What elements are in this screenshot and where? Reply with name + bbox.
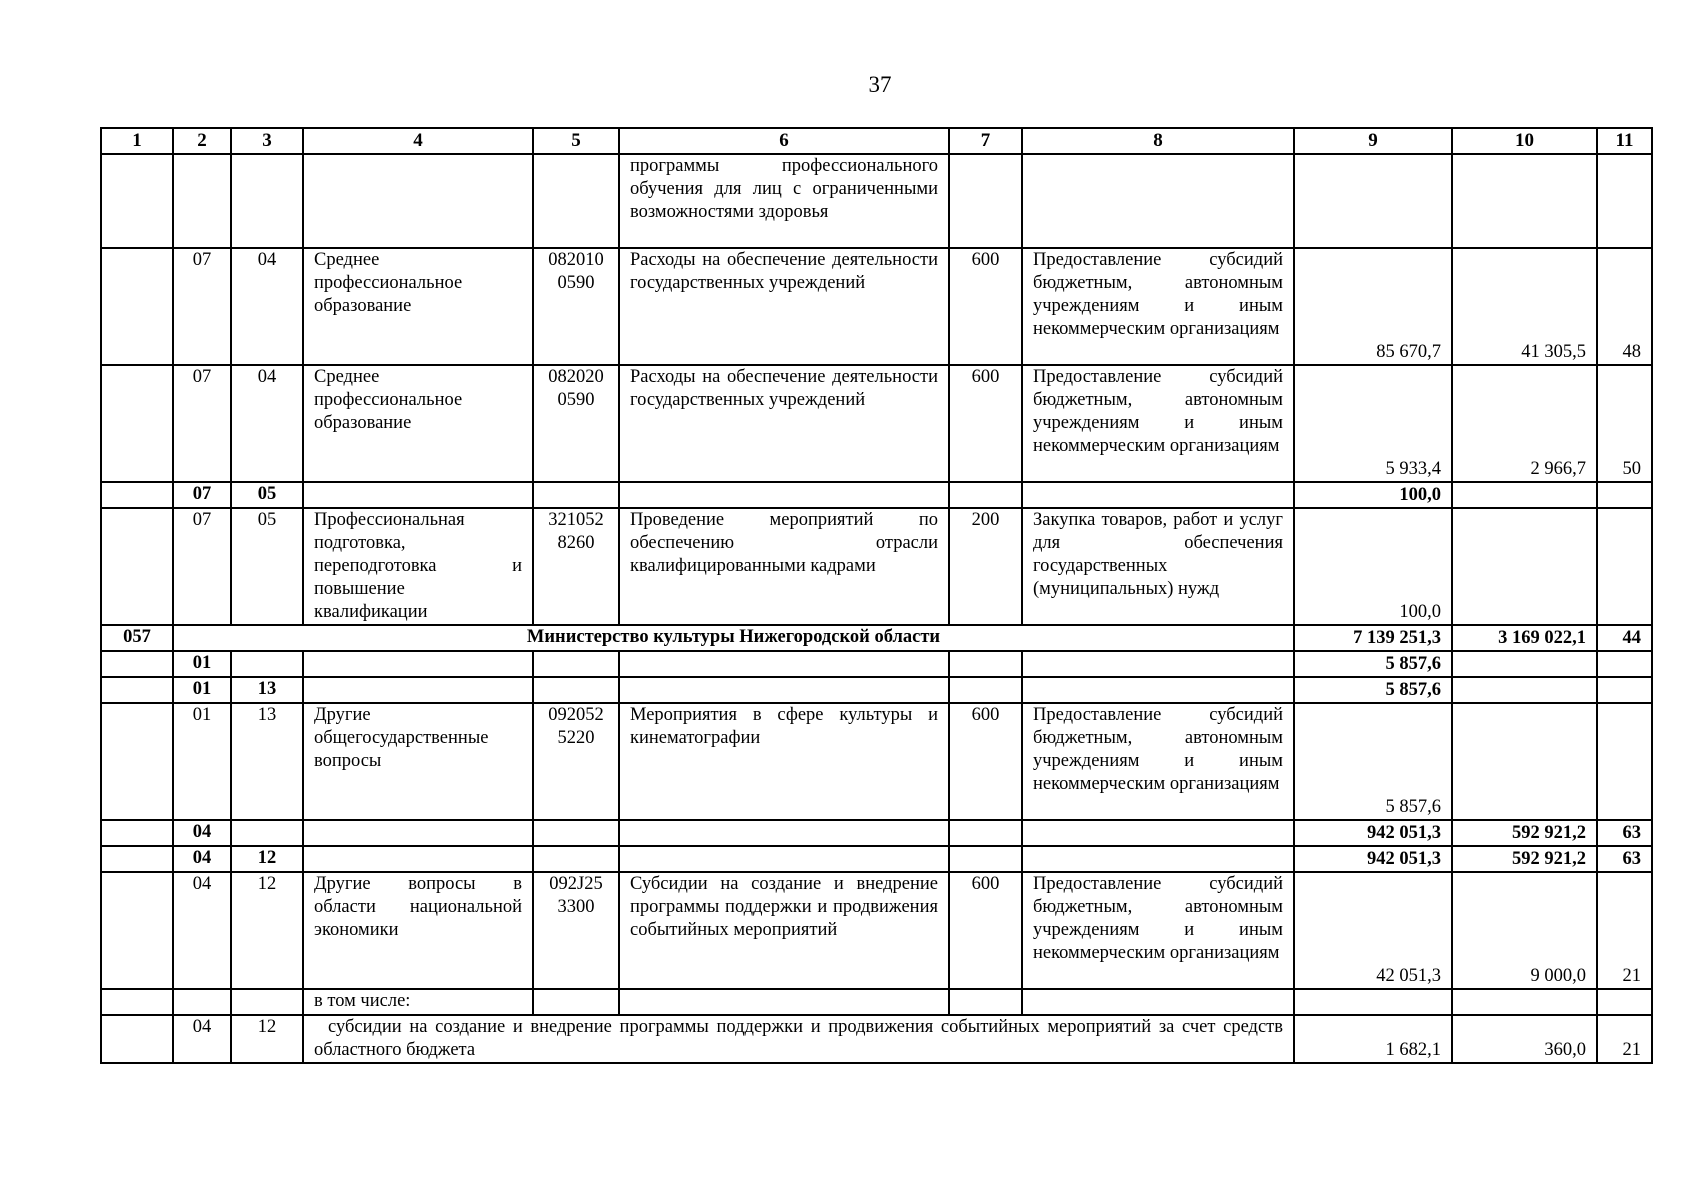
subsection-name: Другие вопросы в области национальной экономики xyxy=(303,872,533,989)
including-label: в том числе: xyxy=(303,989,533,1015)
subsection-code: 04 xyxy=(231,365,303,482)
header-cell: 7 xyxy=(949,128,1022,154)
header-cell: 11 xyxy=(1597,128,1652,154)
subsection-name: Другие общегосударственные вопросы xyxy=(303,703,533,820)
subsection-code: 12 xyxy=(231,1015,303,1063)
page-number: 37 xyxy=(868,72,892,97)
plan-amount: 5 857,6 xyxy=(1294,677,1452,703)
percent-execution: 63 xyxy=(1597,846,1652,872)
table-row xyxy=(101,154,1652,248)
plan-amount: 42 051,3 xyxy=(1294,872,1452,989)
expense-description: Мероприятия в сфере культуры и кинематографии xyxy=(619,703,949,820)
table-row xyxy=(101,625,1652,651)
percent-execution: 44 xyxy=(1597,625,1652,651)
plan-amount: 5 933,4 xyxy=(1294,365,1452,482)
table-row xyxy=(101,1015,1652,1063)
actual-amount: 592 921,2 xyxy=(1452,820,1597,846)
expense-description: Расходы на обеспечение деятельности государственных учреждений xyxy=(619,365,949,482)
actual-amount: 360,0 xyxy=(1452,1015,1597,1063)
section-code: 04 xyxy=(173,1015,231,1063)
table-row xyxy=(101,365,1652,482)
actual-amount: 41 305,5 xyxy=(1452,248,1597,365)
section-code: 04 xyxy=(173,872,231,989)
section-code: 07 xyxy=(173,482,231,508)
subsection-code: 13 xyxy=(231,703,303,820)
actual-amount: 2 966,7 xyxy=(1452,365,1597,482)
section-code: 07 xyxy=(173,508,231,625)
subsection-code: 05 xyxy=(231,508,303,625)
expense-description: Субсидии на создание и внедрение программы поддержки и продвижения событийных мероприятий xyxy=(619,872,949,989)
percent-execution: 21 xyxy=(1597,1015,1652,1063)
section-code: 01 xyxy=(173,651,231,677)
plan-amount: 100,0 xyxy=(1294,482,1452,508)
percent-execution: 48 xyxy=(1597,248,1652,365)
target-article-code: 321052 8260 xyxy=(533,508,619,625)
target-article-code: 092J25 3300 xyxy=(533,872,619,989)
actual-amount: 3 169 022,1 xyxy=(1452,625,1597,651)
section-code: 04 xyxy=(173,846,231,872)
header-cell: 9 xyxy=(1294,128,1452,154)
table-row xyxy=(101,846,1652,872)
expense-type-name: Предоставление субсидий бюджетным, автономным учреждениям и иным некоммерческим организациям xyxy=(1022,703,1294,820)
header-cell: 5 xyxy=(533,128,619,154)
percent-execution: 21 xyxy=(1597,872,1652,989)
target-article-code: 082010 0590 xyxy=(533,248,619,365)
header-cell: 2 xyxy=(173,128,231,154)
plan-amount: 85 670,7 xyxy=(1294,248,1452,365)
table-row xyxy=(101,820,1652,846)
budget-table xyxy=(100,127,1653,1064)
table-row xyxy=(101,508,1652,625)
plan-amount: 1 682,1 xyxy=(1294,1015,1452,1063)
header-cell: 8 xyxy=(1022,128,1294,154)
header-cell: 6 xyxy=(619,128,949,154)
ministry-code: 057 xyxy=(101,625,173,651)
section-code: 04 xyxy=(173,820,231,846)
table-header-row xyxy=(101,128,1652,154)
subsidy-description: субсидии на создание и внедрение программы поддержки и продвижения событийных мероприятий за счет средств областного бюджета xyxy=(303,1015,1294,1063)
header-cell: 3 xyxy=(231,128,303,154)
percent-execution: 63 xyxy=(1597,820,1652,846)
table-row xyxy=(101,651,1652,677)
table-row xyxy=(101,703,1652,820)
header-cell: 10 xyxy=(1452,128,1597,154)
plan-amount: 5 857,6 xyxy=(1294,651,1452,677)
plan-amount: 5 857,6 xyxy=(1294,703,1452,820)
actual-amount: 592 921,2 xyxy=(1452,846,1597,872)
subsection-code: 13 xyxy=(231,677,303,703)
expense-type-code: 600 xyxy=(949,872,1022,989)
plan-amount: 942 051,3 xyxy=(1294,846,1452,872)
table-row xyxy=(101,677,1652,703)
expense-description: программы профессионального обучения для лиц с ограниченными возможностями здоровья xyxy=(619,154,949,248)
subsection-code: 12 xyxy=(231,846,303,872)
expense-description: Проведение мероприятий по обеспечению отрасли квалифицированными кадрами xyxy=(619,508,949,625)
subsection-name: Среднее профессиональное образование xyxy=(303,365,533,482)
subsection-name: Среднее профессиональное образование xyxy=(303,248,533,365)
section-code: 07 xyxy=(173,365,231,482)
section-code: 07 xyxy=(173,248,231,365)
table-row xyxy=(101,482,1652,508)
header-cell: 4 xyxy=(303,128,533,154)
subsection-code: 12 xyxy=(231,872,303,989)
expense-type-name: Закупка товаров, работ и услуг для обеспечения государственных (муниципальных) нужд xyxy=(1022,508,1294,625)
expense-type-code: 200 xyxy=(949,508,1022,625)
section-code: 01 xyxy=(173,703,231,820)
plan-amount: 100,0 xyxy=(1294,508,1452,625)
ministry-title: Министерство культуры Нижегородской области xyxy=(173,625,1294,651)
expense-type-name: Предоставление субсидий бюджетным, автономным учреждениям и иным некоммерческим организациям xyxy=(1022,365,1294,482)
expense-type-code: 600 xyxy=(949,248,1022,365)
subsection-name: Профессиональная подготовка, переподготовка и повышение квалификации xyxy=(303,508,533,625)
table-row xyxy=(101,248,1652,365)
expense-description: Расходы на обеспечение деятельности государственных учреждений xyxy=(619,248,949,365)
expense-type-name: Предоставление субсидий бюджетным, автономным учреждениям и иным некоммерческим организациям xyxy=(1022,248,1294,365)
expense-type-name: Предоставление субсидий бюджетным, автономным учреждениям и иным некоммерческим организациям xyxy=(1022,872,1294,989)
target-article-code: 082020 0590 xyxy=(533,365,619,482)
plan-amount: 942 051,3 xyxy=(1294,820,1452,846)
actual-amount: 9 000,0 xyxy=(1452,872,1597,989)
table-row xyxy=(101,989,1652,1015)
section-code: 01 xyxy=(173,677,231,703)
target-article-code: 092052 5220 xyxy=(533,703,619,820)
plan-amount: 7 139 251,3 xyxy=(1294,625,1452,651)
header-cell: 1 xyxy=(101,128,173,154)
table-row xyxy=(101,872,1652,989)
expense-type-code: 600 xyxy=(949,365,1022,482)
percent-execution: 50 xyxy=(1597,365,1652,482)
subsection-code: 05 xyxy=(231,482,303,508)
expense-type-code: 600 xyxy=(949,703,1022,820)
subsection-code: 04 xyxy=(231,248,303,365)
